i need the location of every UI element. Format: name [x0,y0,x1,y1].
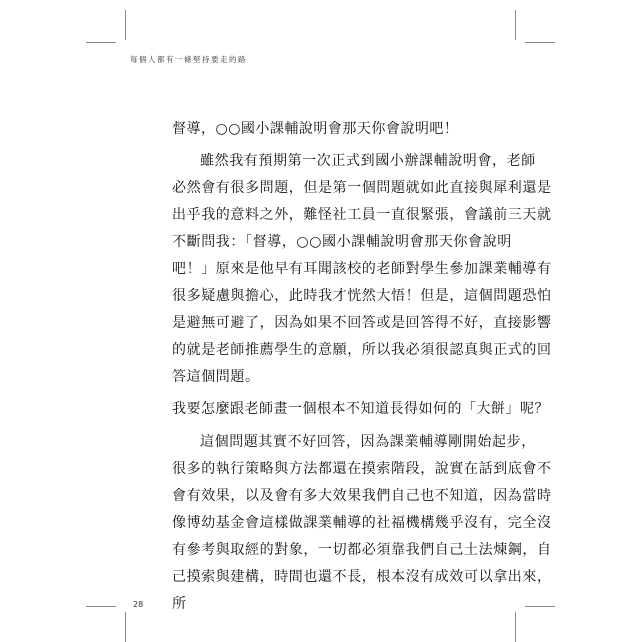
section-heading-1: 督導，○○國小課輔說明會那天你會說明吧！ [172,121,459,137]
paragraph-1-line: 是避無可避了，因為如果不回答或是回答得不好，直接影響 [172,315,552,331]
paragraph-2-line: 這個問題其實不好回答，因為課業輔導剛開始起步， [200,434,536,450]
paragraph-2-line: 會有效果，以及會有多大效果我們自己也不知道，因為當時 [172,488,552,504]
paragraph-2-line: 己摸索與建構，時間也還不長，根本沒有成效可以拿出來， [172,569,552,585]
paragraph-1-line: 必然會有很多問題，但是第一個問題就如此直接與犀利還是 [172,180,552,196]
paragraph-2-line: 很多的執行策略與方法都還在摸索階段，說實在話到底會不 [172,461,552,477]
paragraph-2-line: 像博幼基金會這樣做課業輔導的社福機構幾乎沒有，完全沒 [172,515,552,531]
paragraph-1-line: 雖然我有預期第一次正式到國小辦課輔說明會，老師 [200,153,536,169]
crop-mark-top-left-horizontal [86,42,116,43]
paragraph-1-line: 的就是老師推薦學生的意願，所以我必須很認真與正式的回 [172,342,552,358]
crop-mark-bottom-right-vertical [515,612,516,642]
page-number: 28 [133,600,144,609]
paragraph-1-line: 答這個問題。 [172,369,260,385]
section-heading-2: 我要怎麼跟老師畫一個根本不知道長得如何的「大餅」呢？ [172,401,549,417]
crop-mark-bottom-left-horizontal [86,606,116,607]
paragraph-1-line: 出乎我的意料之外，難怪社工員一直很緊張，會議前三天就 [172,207,552,223]
paragraph-1-line: 不斷問我：「督導，○○國小課輔說明會那天你會說明 [172,234,512,250]
paragraph-2-line: 有參考與取經的對象，一切都必須靠我們自己土法煉鋼，自 [172,542,552,558]
paragraph-2-line: 所 [172,596,187,612]
paragraph-1-line: 吧！」原來是他早有耳聞該校的老師對學生參加課業輔導有 [172,261,552,277]
crop-mark-bottom-right-horizontal [525,606,555,607]
paragraph-1-line: 很多疑慮與擔心，此時我才恍然大悟！但是，這個問題恐怕 [172,288,552,304]
crop-mark-top-right-vertical [515,10,516,40]
running-header: 每個人都有一條堅持要走的路 [130,55,247,64]
crop-mark-top-right-horizontal [525,42,555,43]
crop-mark-bottom-left-vertical [125,612,126,642]
crop-mark-top-left-vertical [125,10,126,40]
